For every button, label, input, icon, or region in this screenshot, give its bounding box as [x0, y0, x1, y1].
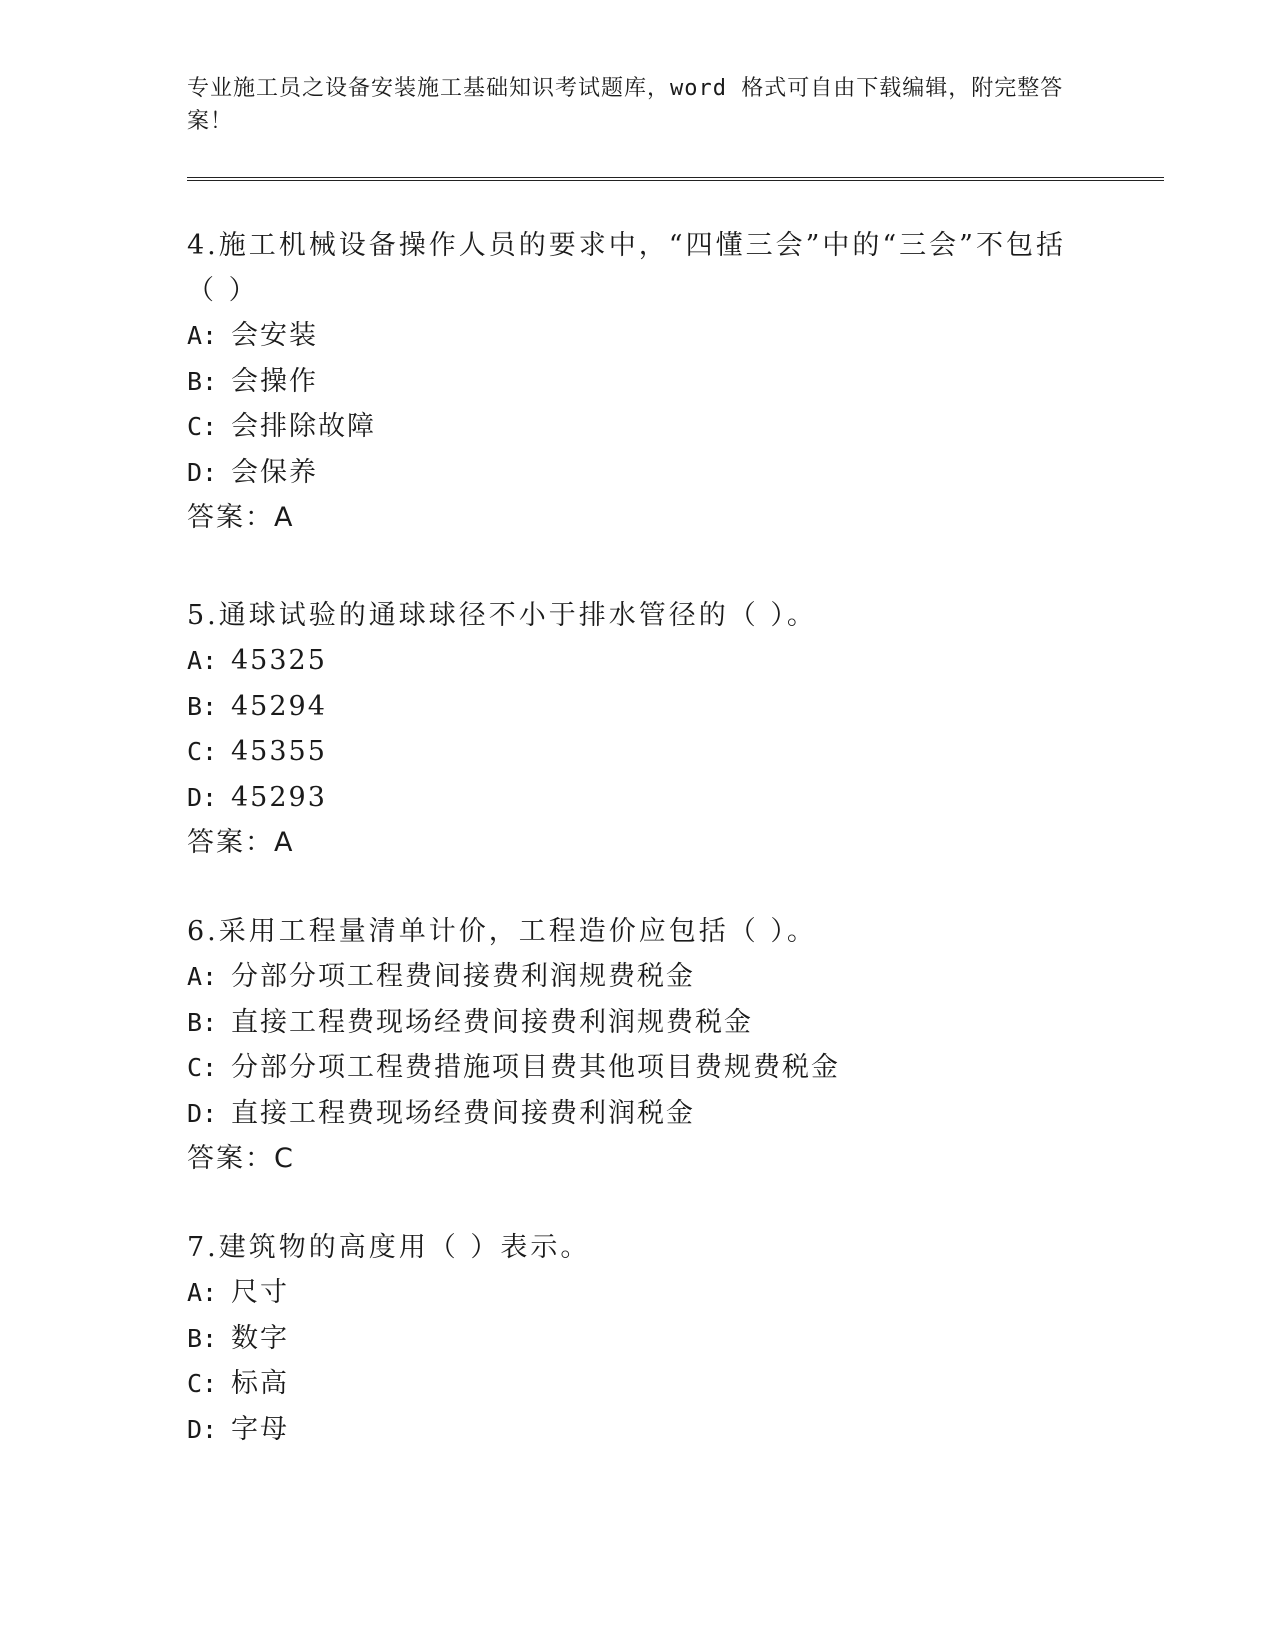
- option-b: [187, 359, 1087, 405]
- question-block: [187, 223, 1087, 540]
- option-label: B:: [187, 1007, 218, 1037]
- option-text: 45325: [231, 645, 327, 676]
- option-text: 45355: [231, 736, 327, 767]
- question-block: [187, 1225, 1087, 1452]
- option-label: A:: [187, 646, 218, 675]
- option-b: [187, 684, 1087, 730]
- option-text: 会保养: [231, 456, 318, 488]
- option-label: B:: [187, 366, 218, 396]
- option-label: A:: [187, 962, 218, 991]
- option-text: 45293: [231, 781, 327, 813]
- option-label: C:: [187, 737, 218, 766]
- option-a: [187, 1270, 1087, 1316]
- option-text: 直接工程费现场经费间接费利润税金: [231, 1097, 695, 1129]
- option-text: 标高: [231, 1368, 289, 1399]
- option-d: [187, 1407, 1087, 1453]
- option-text: 分部分项工程费措施项目费其他项目费规费税金: [231, 1052, 840, 1083]
- option-text: 会排除故障: [231, 411, 376, 442]
- answer-line: 答案：C: [187, 1143, 295, 1174]
- question-block: [187, 593, 1087, 865]
- header-divider: [187, 177, 1164, 181]
- option-label: D:: [187, 1098, 218, 1128]
- option-text: 会安装: [231, 320, 318, 351]
- option-text: 数字: [231, 1322, 289, 1354]
- option-label: A:: [187, 1278, 218, 1307]
- option-a: [187, 313, 1087, 359]
- option-text: 45294: [231, 690, 327, 722]
- option-d: [187, 1091, 1087, 1137]
- option-d: [187, 775, 1087, 821]
- question-stem: 5.通球试验的通球球径不小于排水管径的（ ）。: [187, 600, 817, 631]
- option-label: B:: [187, 1323, 218, 1353]
- answer-line: 答案：A: [187, 502, 295, 533]
- option-label: D:: [187, 457, 218, 487]
- option-a: [187, 638, 1087, 684]
- option-label: D:: [187, 1414, 218, 1444]
- question-block: [187, 909, 1087, 1181]
- question-stem: 6.采用工程量清单计价，工程造价应包括（ ）。: [187, 916, 817, 947]
- option-c: [187, 1361, 1087, 1407]
- option-text: 字母: [231, 1413, 289, 1445]
- question-stem: 4.施工机械设备操作人员的要求中，“四懂三会”中的“三会”不包括（ ）: [187, 230, 1066, 306]
- option-label: B:: [187, 691, 218, 721]
- option-b: [187, 1000, 1087, 1046]
- option-text: 分部分项工程费间接费利润规费税金: [231, 961, 695, 992]
- answer-line: 答案：A: [187, 827, 295, 858]
- option-text: 直接工程费现场经费间接费利润规费税金: [231, 1006, 753, 1038]
- option-c: [187, 1045, 1087, 1091]
- header-intro-text: 专业施工员之设备安装施工基础知识考试题库，word 格式可自由下载编辑，附完整答案！: [187, 76, 1064, 134]
- option-b: [187, 1316, 1087, 1362]
- option-label: C:: [187, 1053, 218, 1082]
- option-label: C:: [187, 1369, 218, 1398]
- option-text: 尺寸: [231, 1277, 289, 1308]
- question-stem: 7.建筑物的高度用（ ）表示。: [187, 1232, 591, 1263]
- option-label: D:: [187, 782, 218, 812]
- option-label: C:: [187, 412, 218, 441]
- option-a: [187, 954, 1087, 1000]
- option-c: [187, 729, 1087, 775]
- option-text: 会操作: [231, 365, 318, 397]
- option-label: A:: [187, 321, 218, 350]
- option-c: [187, 404, 1087, 450]
- option-d: [187, 450, 1087, 496]
